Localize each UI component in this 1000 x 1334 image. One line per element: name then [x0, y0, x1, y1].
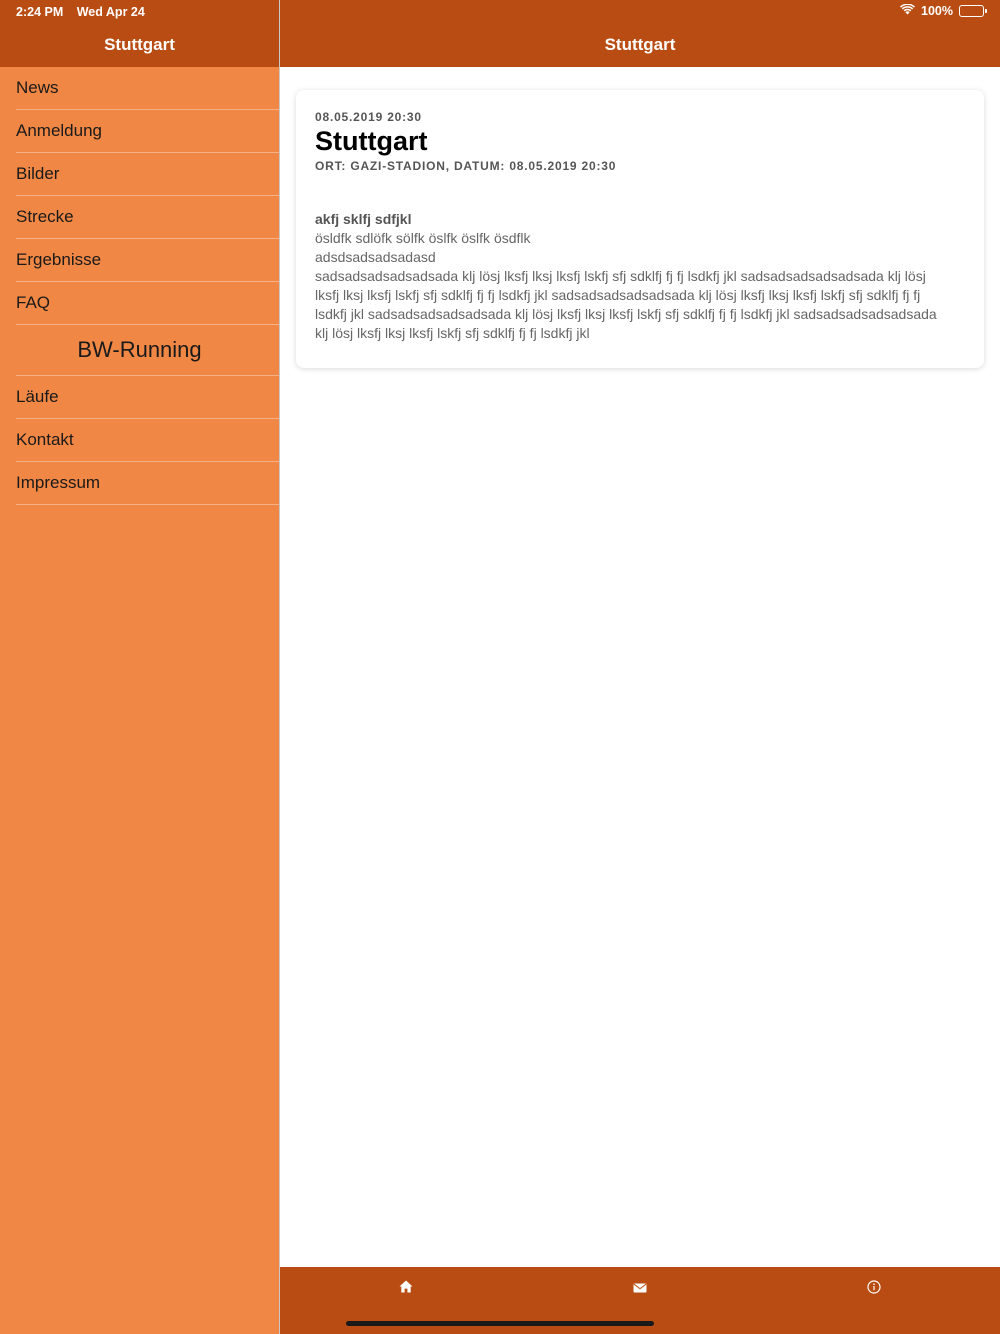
mail-icon — [633, 1280, 647, 1298]
main-header — [280, 0, 1000, 67]
home-icon — [399, 1280, 413, 1298]
news-card[interactable] — [296, 90, 984, 368]
card-body-line: adsdsadsadsadasd — [315, 249, 436, 265]
home-indicator[interactable] — [346, 1321, 654, 1326]
sidebar-item-laeufe[interactable]: Läufe — [16, 376, 279, 419]
split-divider — [279, 0, 280, 1334]
battery-percent: 100% — [921, 4, 953, 18]
sidebar-item-kontakt[interactable]: Kontakt — [16, 419, 279, 462]
card-body — [315, 210, 965, 343]
sidebar-item-news[interactable]: News — [16, 67, 279, 110]
sidebar-section-title: BW-Running — [16, 325, 279, 376]
status-time: 2:24 PM — [16, 5, 64, 19]
status-bar-left — [16, 5, 145, 19]
page-title: Stuttgart — [604, 35, 676, 54]
status-date: Wed Apr 24 — [76, 5, 145, 19]
card-title: Stuttgart — [315, 126, 428, 156]
sidebar-item-strecke[interactable]: Strecke — [16, 196, 279, 239]
wifi-icon — [900, 4, 915, 18]
status-bar-right — [900, 4, 984, 18]
sidebar-item-anmeldung[interactable]: Anmeldung — [16, 110, 279, 153]
card-body-paragraph — [315, 267, 965, 343]
card-body-heading: akfj sklfj sdfjkl — [315, 211, 412, 227]
tab-mail[interactable] — [628, 1281, 652, 1297]
tab-info[interactable] — [862, 1281, 886, 1297]
sidebar-menu — [0, 67, 279, 505]
sidebar-item-ergebnisse[interactable]: Ergebnisse — [16, 239, 279, 282]
card-paragraph-line: klj lösj lksfj lksj lksfj lskfj sfj sdklfj fj fj lsdkfj jkl — [315, 325, 590, 341]
card-paragraph-line: lsdkfj jkl sadsadsadsadsadsada klj lösj lksfj lksj lksfj lskfj sfj sdklfj fj fj lsdkfj jkl sadsadsadsadsadsada — [315, 306, 937, 322]
sidebar-header — [0, 0, 279, 67]
sidebar-item-impressum[interactable]: Impressum — [16, 462, 279, 505]
tab-home[interactable] — [394, 1281, 418, 1297]
card-paragraph-line: sadsadsadsadsadsada klj lösj lksfj lksj lksfj lskfj sfj sdklfj fj fj lsdkfj jkl sadsadsadsadsadsada klj lösj — [315, 268, 926, 284]
info-icon — [867, 1280, 881, 1299]
card-body-line: ösldfk sdlöfk sölfk öslfk öslfk ösdflk — [315, 230, 531, 246]
battery-icon — [959, 5, 984, 17]
sidebar-title: Stuttgart — [104, 35, 175, 54]
card-date: 08.05.2019 20:30 — [315, 110, 422, 124]
sidebar — [0, 0, 279, 1334]
card-subtitle: ORT: GAZI-STADION, DATUM: 08.05.2019 20:30 — [315, 159, 617, 173]
sidebar-item-bilder[interactable]: Bilder — [16, 153, 279, 196]
card-paragraph-line: lksfj lksj lksfj lskfj sfj sdklfj fj fj lsdkfj jkl sadsadsadsadsadsada klj lösj lksfj lksj lksfj lskfj sfj sdklfj fj fj — [315, 287, 921, 303]
sidebar-item-faq[interactable]: FAQ — [16, 282, 279, 325]
